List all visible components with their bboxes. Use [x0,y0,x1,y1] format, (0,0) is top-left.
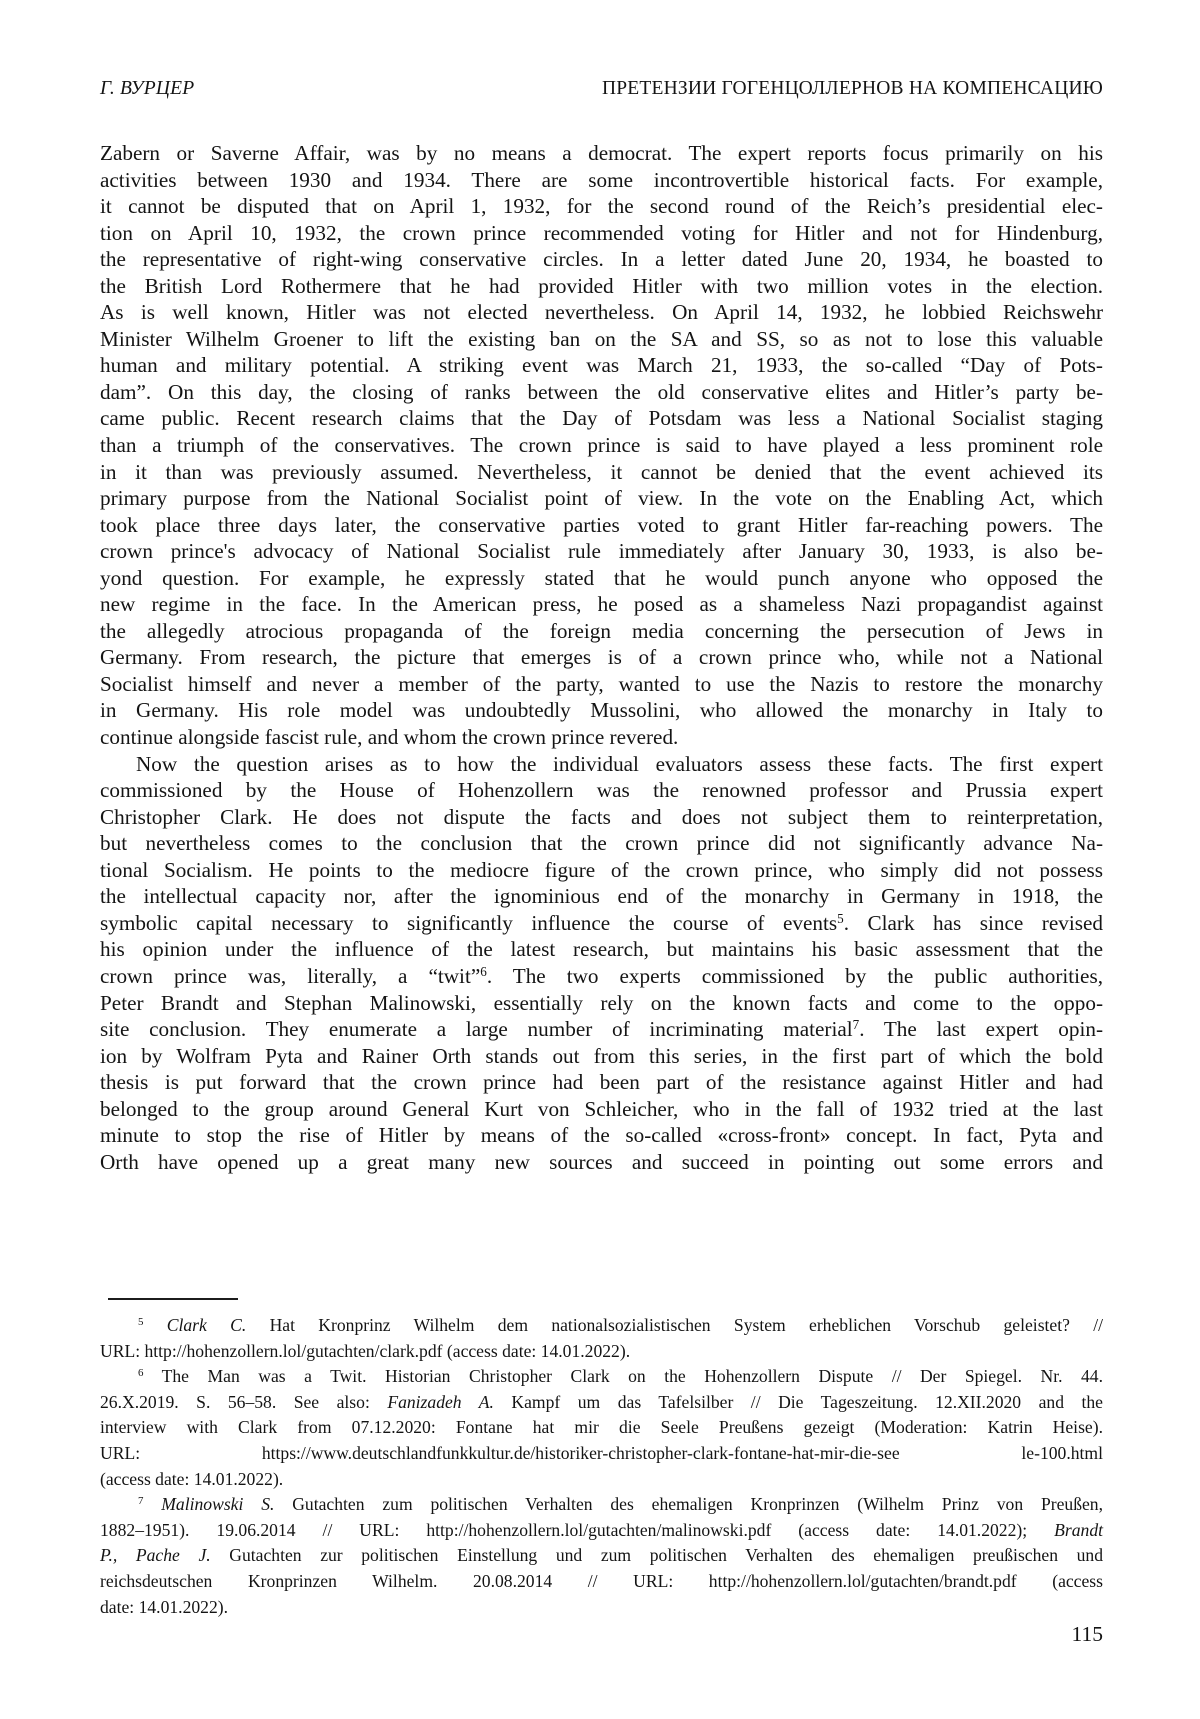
text-line: $^6$ The Man was a Twit. Historian Christopher Clark on the Hohenzollern Dispute // Der Spiegel. Nr. 44. [138,1366,1103,1387]
text-line: the intellectual capacity nor, after the ignominious end of the monarchy in Germany in 1918, the [100,884,1103,909]
footnote [100,1364,1103,1492]
text-line: the British Lord Rothermere that he had provided Hitler with two million votes in the election. [100,273,1103,298]
footnote-marker: 5 [837,910,844,926]
footnote [100,1313,1103,1364]
footnote-marker: 7 [138,1495,144,1508]
text-line: Now the question arises as to how the individual evaluators assess these facts. The first expert [136,751,1103,776]
italic-text: Malinowski S. [161,1494,275,1515]
text-line: commissioned by the House of Hohenzollern was the renowned professor and Prussia expert [100,778,1103,803]
text-line: new regime in the face. In the American press, he posed as a shameless Nazi propagandist against [100,592,1103,617]
text-line: symbolic capital necessary to significantly influence the course of events$^5$. Clark has since revised [100,910,1103,935]
text-line: Socialist himself and never a member of the party, wanted to use the Nazis to restore the monarchy [100,671,1103,696]
text-line: took place three days later, the conservative parties voted to grant Hitler far-reaching powers. The [100,512,1103,537]
text-line: Christopher Clark. He does not dispute the facts and does not subject them to reinterpretation, [100,804,1103,829]
text-line: URL: http://hohenzollern.lol/gutachten/clark.pdf (access date: 14.01.2022). [100,1340,631,1361]
text-line: ion by Wolfram Pyta and Rainer Orth stands out from this series, in the first part of which the bold [100,1043,1103,1068]
text-line: primary purpose from the National Socialist point of view. In the vote on the Enabling Act, which [100,486,1103,511]
text-line: P., Pache J. Gutachten zur politischen Einstellung und zum politischen Verhalten des ehemaligen preußischen und [100,1545,1103,1566]
footnote-marker: 6 [480,963,487,979]
text-line: $^5$ Clark C. Hat Kronprinz Wilhelm dem nationalsozialistischen System erheblichen Vorschub geleistet? // [138,1315,1104,1335]
text-line: than a triumph of the conservatives. The crown prince is said to have played a less prominent role [100,433,1103,458]
footnote-marker: 6 [138,1367,144,1380]
text-line: human and military potential. A striking event was March 21, 1933, the so-called “Day of Pots- [100,353,1103,378]
footnote-marker: 5 [138,1316,144,1328]
footnote-marker: 7 [852,1016,860,1032]
text-line: activities between 1930 and 1934. There are some incontrovertible historical facts. For example, [100,167,1103,192]
paragraph [100,751,1103,1176]
text-line: belonged to the group around General Kurt von Schleicher, who in the fall of 1932 tried at the last [100,1096,1103,1121]
footnote-separator [108,1298,238,1300]
text-line: tional Socialism. He points to the mediocre figure of the crown prince, who simply did not possess [100,857,1103,882]
text-line: came public. Recent research claims that the Day of Potsdam was less a National Socialist staging [100,406,1103,431]
italic-text: Brandt [1054,1519,1103,1540]
text-line: date: 14.01.2022). [100,1596,229,1617]
text-line: site conclusion. They enumerate a large number of incriminating material$^7$. The last expert opin- [100,1016,1104,1042]
text-line: crown prince's advocacy of National Socialist rule immediately after January 30, 1933, is also be- [100,539,1103,564]
text-line: $^7$ Malinowski S. Gutachten zum politischen Verhalten des ehemaligen Kronprinzen (Wilhelm Prinz von Preußen, [138,1494,1103,1515]
paragraph [100,140,1103,751]
text-line: the allegedly atrocious propaganda of the foreign media concerning the persecution of Jews in [100,618,1103,643]
running-header-title: ПРЕТЕНЗИИ ГОГЕНЦОЛЛЕРНОВ НА КОМПЕНСАЦИЮ [601,78,1103,99]
italic-text: Clark C. [166,1315,247,1335]
footnote [100,1492,1103,1620]
text-line: 26.X.2019. S. 56–58. See also: Fanizadeh A. Kampf um das Tafelsilber // Die Tageszeitung. 12.XII.2020 and the [100,1391,1103,1412]
text-line: continue alongside fascist rule, and whom the crown prince revered. [100,725,679,750]
text-line: his opinion under the influence of the latest research, but maintains his basic assessment that the [100,937,1103,962]
text-line: interview with Clark from 07.12.2020: Fontane hat mir die Seele Preußens gezeigt (Moderation: Katrin Heise). [100,1417,1103,1438]
text-line: Peter Brandt and Stephan Malinowski, essentially rely on the known facts and come to the oppo- [100,990,1103,1015]
text-line: the representative of right-wing conservative circles. In a letter dated June 20, 1934, he boasted to [100,247,1103,272]
text-line: yond question. For example, he expressly stated that he would punch anyone who opposed the [100,565,1103,590]
text-line: As is well known, Hitler was not elected nevertheless. On April 14, 1932, he lobbied Reichswehr [100,300,1103,325]
text-line: in it than was previously assumed. Nevertheless, it cannot be denied that the event achieved its [100,459,1103,484]
page-number: 115 [1071,1622,1103,1646]
italic-text: P., Pache J. [100,1545,211,1566]
text-line: in Germany. His role model was undoubtedly Mussolini, who allowed the monarchy in Italy to [100,698,1103,723]
text-line: thesis is put forward that the crown prince had been part of the resistance against Hitler and had [100,1070,1103,1095]
text-line: it cannot be disputed that on April 1, 1932, for the second round of the Reich’s presidential elec- [100,194,1103,219]
running-header-author: Г. ВУРЦЕР [100,78,195,99]
footnotes [100,1313,1103,1620]
text-line: crown prince was, literally, a “twit”$^6$. The two experts commissioned by the public authorities, [100,963,1103,988]
text-line: URL: https://www.deutschlandfunkkultur.de/historiker-christopher-clark-fontane-hat-mir-die-see le-100.html [100,1442,1103,1463]
article-body [100,140,1103,1175]
text-line: dam”. On this day, the closing of ranks between the old conservative elites and Hitler’s party be- [100,379,1103,404]
text-line: minute to stop the rise of Hitler by means of the so-called «cross-front» concept. In fact, Pyta and [100,1123,1103,1148]
text-line: reichsdeutschen Kronprinzen Wilhelm. 20.08.2014 // URL: http://hohenzollern.lol/gutachten/brandt.pdf (access [100,1570,1103,1591]
text-line: tion on April 10, 1932, the crown prince recommended voting for Hitler and not for Hindenburg, [100,220,1103,245]
text-line: Germany. From research, the picture that emerges is of a crown prince who, while not a National [100,645,1103,670]
text-line: Zabern or Saverne Affair, was by no means a democrat. The expert reports focus primarily on his [100,141,1103,165]
text-line: Minister Wilhelm Groener to lift the existing ban on the SA and SS, so as not to lose this valuable [100,326,1103,351]
text-line: but nevertheless comes to the conclusion that the crown prince did not significantly advance Na- [100,831,1103,856]
text-line: 1882–1951). 19.06.2014 // URL: http://hohenzollern.lol/gutachten/malinowski.pdf (access date: 14.01.2022); Brandt [100,1519,1103,1540]
text-line: (access date: 14.01.2022). [100,1468,284,1489]
running-header [100,78,1103,100]
italic-text: Fanizadeh A. [387,1391,494,1412]
text-line: Orth have opened up a great many new sources and succeed in pointing out some errors and [100,1149,1103,1174]
